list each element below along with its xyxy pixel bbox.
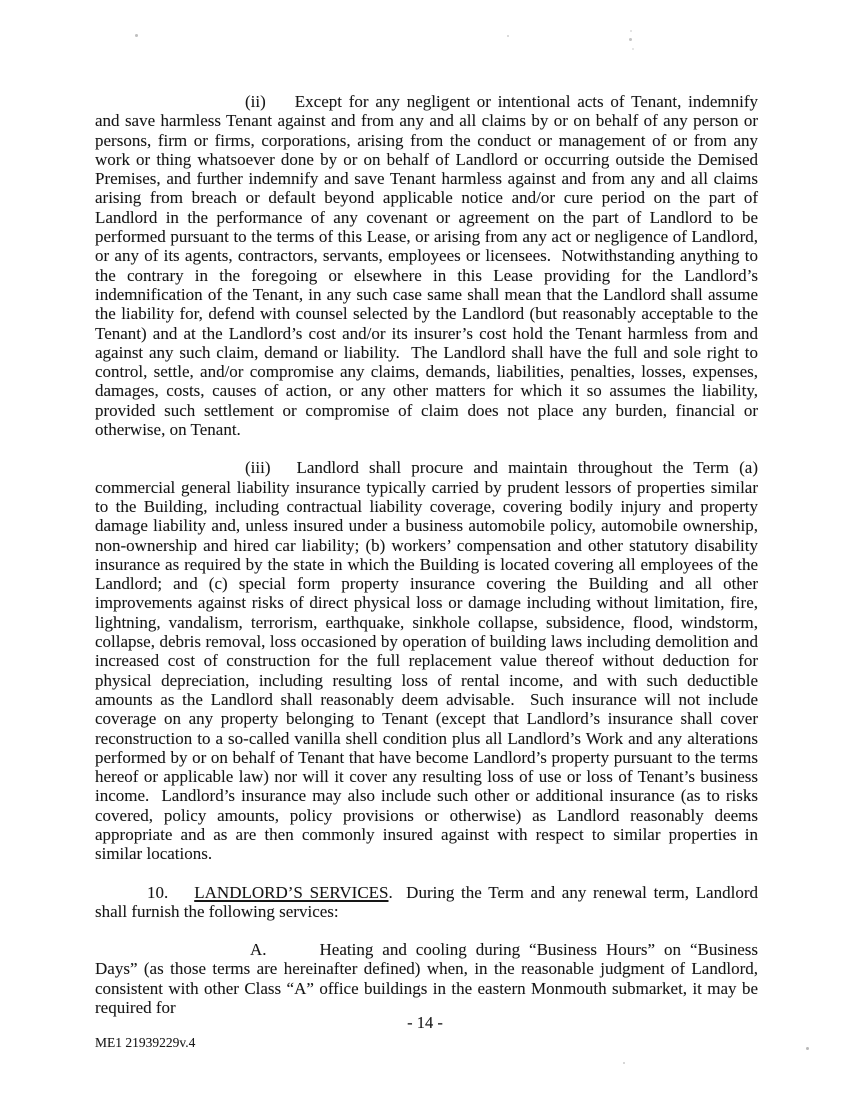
- paragraph-text: Landlord shall procure and maintain throughout the Term (a) commercial general liability insurance typically carried by prudent lessors of properties similar to the Building, including contractual liability coverage, covering bodily injury and property damage liability and, unless insured under a business automobile policy, automobile ownership, non-ownership and hired car liability; (b) workers’ compensation and other statutory disability insurance as required by the state in which the Building is located covering all employees of the Landlord; and (c) special form property insurance covering the Building and all other improvements against risks of direct physical loss or damage including without limitation, fire, lightning, vandalism, terrorism, earthquake, sinkhole collapse, subsidence, flood, windstorm, collapse, debris removal, loss occasioned by operation of building laws including demolition and increased cost of construction for the full replacement value thereof without deduction for physical depreciation, including resulting loss of rental income, and with such deductible amounts as the Landlord shall reasonably deem advisable. Such insurance will not include coverage on any property belonging to Tenant (except that Landlord’s insurance shall cover reconstruction to a so-called vanilla shell condition plus all Landlord’s Work and any alterations performed by or on behalf of Tenant that have become Landlord’s property pursuant to the terms hereof or applicable law) nor will it cover any resulting loss of use or loss of Tenant’s business income. Landlord’s insurance may also include such other or additional insurance (as to risks covered, policy amounts, policy provisions or otherwise) as Landlord reasonably deems appropriate and as are then commonly insured against with respect to similar properties in similar locations.: [95, 458, 763, 864]
- paragraph-label: (iii): [245, 458, 271, 478]
- scan-speck: [623, 1062, 625, 1064]
- body-text: [95, 92, 763, 1018]
- paragraph-text: Heating and cooling during “Business Hours” on “Business Days” (as those terms are hereinafter defined) when, in the reasonable judgment of Landlord, consistent with other Class “A” office buildings in the eastern Monmouth submarket, it may be required for: [95, 940, 763, 1018]
- scan-speck: [507, 35, 509, 37]
- page-number: - 14 -: [407, 1013, 443, 1032]
- scan-speck: [629, 38, 632, 41]
- section-body-text: . During the Term and any renewal term, Landlord shall furnish the following services:: [95, 882, 763, 921]
- paragraph-label: A.: [250, 940, 267, 960]
- paragraph-iii: [95, 458, 763, 864]
- section-heading-paragraph: [95, 882, 763, 922]
- paragraph-a: [95, 940, 763, 1018]
- section-number: 10.: [147, 882, 169, 902]
- paragraph-text: Except for any negligent or intentional acts of Tenant, indemnify and save harmless Tenant against and from any and all claims by or on behalf of any person or persons, firm or firms, corporations, arising from the conduct or management of or from any work or thing whatsoever done by or on behalf of Landlord or occurring outside the Demised Premises, and further indemnify and save Tenant harmless against and from any and all claims arising from breach or default beyond applicable notice and/or cure period on the part of Landlord in the performance of any covenant or agreement on the part of Landlord to be performed pursuant to the terms of this Lease, or arising from any act or negligence of Landlord, or any of its agents, contractors, servants, employees or licensees. Notwithstanding anything to the contrary in the foregoing or elsewhere in this Lease providing for the Landlord’s indemnification of the Tenant, in any such case same shall mean that the Landlord shall assume the liability for, defend with counsel selected by the Landlord (but reasonably acceptable to the Tenant) and at the Landlord’s cost and/or its insurer’s cost hold the Tenant harmless from and against any such claim, demand or liability. The Landlord shall have the full and sole right to control, settle, and/or compromise any claims, demands, liabilities, penalties, losses, expenses, damages, costs, causes of action, or any other matters for which it so assumes the liability, provided such settlement or compromise of claim does not place any burden, financial or otherwise, on Tenant.: [95, 92, 763, 440]
- scan-speck: [630, 30, 632, 32]
- section-title: LANDLORD’S SERVICES: [194, 882, 389, 902]
- scan-speck: [632, 48, 634, 50]
- doc-reference: ME1 21939229v.4: [95, 1035, 196, 1050]
- paragraph-label: (ii): [245, 92, 266, 111]
- paragraph-ii: [95, 92, 763, 440]
- scan-speck: [135, 34, 138, 37]
- scan-speck: [806, 1047, 809, 1050]
